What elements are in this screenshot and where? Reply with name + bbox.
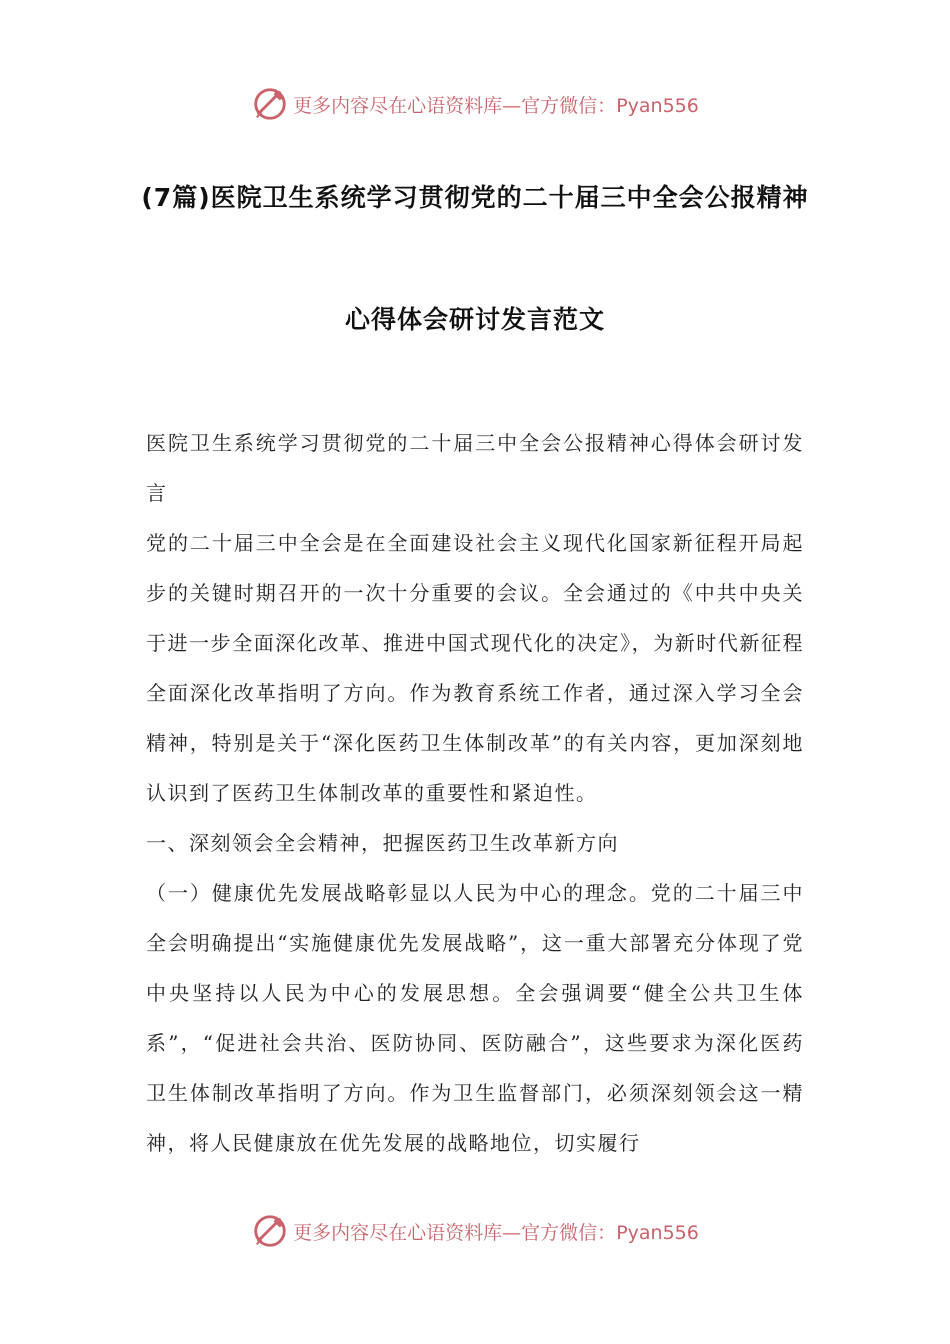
watermark-site: 更多内容尽在心语资料库 [293, 94, 503, 117]
document-body [146, 418, 804, 1168]
paragraph-intro: 党的二十届三中全会是在全面建设社会主义现代化国家新征程开局起步的关键时期召开的一次十分重要的会议。全会通过的《中共中央关于进一步全面深化改革、推进中国式现代化的决定》，为新时代新征程全面深化改革指明了方向。作为教育系统工作者，通过深入学习全会精神，特别是关于“深化医药卫生体制改革”的有关内容，更加深刻地认识到了医药卫生体制改革的重要性和紧迫性。 [146, 531, 804, 805]
paragraph-section-1: （一）健康优先发展战略彰显以人民为中心的理念。党的二十届三中全会明确提出“实施健康优先发展战略”，这一重大部署充分体现了党中央坚持以人民为中心的发展思想。全会强调要“健全公共卫生体系”，“促进社会共治、医防协同、医防融合”，这些要求为深化医药卫生体制改革指明了方向。作为卫生监督部门，必须深刻领会这一精神，将人民健康放在优先发展的战略地位，切实履行 [146, 881, 804, 1155]
watermark-handle: Pyan556 [616, 1221, 699, 1244]
document-title-line-1: (7篇)医院卫生系统学习贯彻党的二十届三中全会公报精神 [141, 183, 809, 212]
watermark-banner-top [0, 84, 950, 124]
pen-circle-logo-icon [251, 1212, 289, 1250]
pen-circle-logo-icon [251, 85, 289, 123]
document-title-line-2: 心得体会研讨发言范文 [344, 305, 605, 334]
watermark-banner-bottom [0, 1211, 950, 1251]
paragraph-subtitle: 医院卫生系统学习贯彻党的二十届三中全会公报精神心得体会研讨发言 [146, 431, 804, 505]
watermark-dash: — [502, 1221, 522, 1244]
watermark-text [293, 1218, 699, 1245]
watermark-label: 官方微信： [521, 1221, 617, 1244]
watermark-handle: Pyan556 [616, 94, 699, 117]
watermark-dash: — [502, 94, 522, 117]
watermark-site: 更多内容尽在心语资料库 [293, 1221, 503, 1244]
watermark-label: 官方微信： [521, 94, 617, 117]
watermark-text [293, 91, 699, 118]
section-heading: 一、深刻领会全会精神，把握医药卫生改革新方向 [146, 831, 619, 855]
